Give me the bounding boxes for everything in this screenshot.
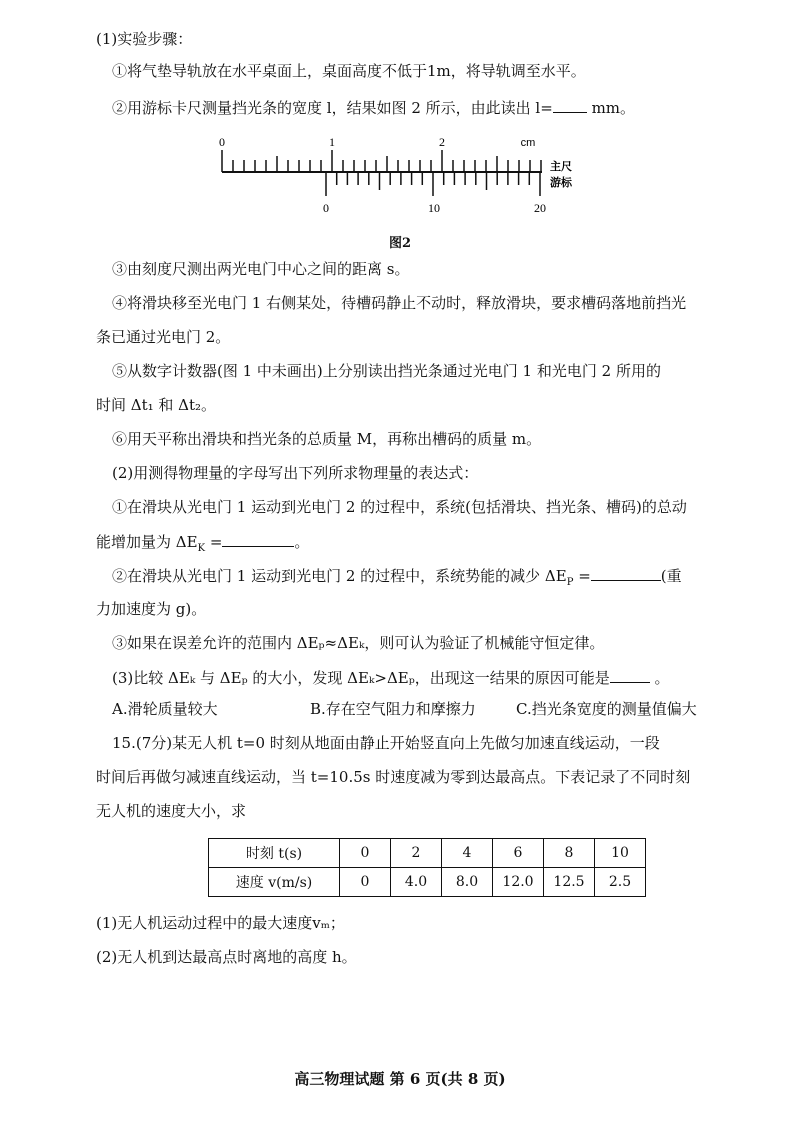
unit-label: cm [520,137,536,149]
q15-part1: (1)无人机运动过程中的最大速度vₘ； [96,914,345,932]
table-cell: 12.0 [493,868,544,897]
main-scale-label: 主尺 [550,160,572,173]
step1-1: ①将气垫导轨放在水平桌面上，桌面高度不低于1m，将导轨调至水平。 [112,62,586,80]
vernier-label-0: 0 [323,201,329,215]
part3-end: 。 [649,669,670,687]
step1-5a: ⑤从数字计数器(图 1 中未画出)上分别读出挡光条通过光电门 1 和光电门 2 所用的 [112,362,661,380]
option-b[interactable]: B.存在空气阻力和摩擦力 [310,700,476,718]
option-c[interactable]: C.挡光条宽度的测量值偏大 [516,700,697,718]
delta-ep-text: ②在滑块从光电门 1 运动到光电门 2 的过程中，系统势能的减少 ΔE [112,567,567,585]
answer-blank-ek[interactable] [222,530,294,547]
row1-header: 时刻 t(s) [209,839,340,868]
q15-line3: 无人机的速度大小，求 [96,802,247,820]
step1-5b: 时间 Δt₁ 和 Δt₂。 [96,396,217,414]
step1-heading: (1)实验步骤： [96,30,193,48]
q15-line2: 时间后再做匀减速直线运动，当 t=10.5s 时速度减为零到达最高点。下表记录了不同时刻 [96,768,691,786]
step1-2-unit: mm。 [586,99,636,117]
option-a[interactable]: A.滑轮质量较大 [112,700,218,718]
table-cell: 8.0 [442,868,493,897]
main-label-1: 1 [329,135,335,149]
table-row [209,868,646,897]
step1-4a: ④将滑块移至光电门 1 右侧某处，待槽码静止不动时，释放滑块，要求槽码落地前挡光 [112,294,687,312]
answer-blank-reason[interactable] [610,666,650,683]
main-label-2: 2 [439,135,445,149]
vernier-caliper-figure [210,128,590,238]
table-cell: 2.5 [595,868,646,897]
table-cell: 4.0 [391,868,442,897]
table-cell: 0 [340,868,391,897]
part2-heading: (2)用测得物理量的字母写出下列所求物理量的表达式： [112,464,479,482]
q15-part2: (2)无人机到达最高点时离地的高度 h。 [96,948,357,966]
page-footer: 高三物理试题 第 6 页(共 8 页) [294,1070,506,1088]
gravity-note-start: (重 [660,567,682,585]
velocity-table [208,838,646,897]
vernier-label-20: 20 [534,201,546,215]
q15-line1: 15.(7分)某无人机 t=0 时刻从地面由静止开始竖直向上先做匀加速直线运动，一段 [112,734,660,752]
ep-subscript: P [566,577,574,588]
period: 。 [294,533,310,551]
table-row [209,839,646,868]
step1-6: ⑥用天平称出滑块和挡光条的总质量 M，再称出槽码的质量 m。 [112,430,542,448]
answer-blank-l[interactable] [553,96,587,113]
part2-3: ③如果在误差允许的范围内 ΔEₚ≈ΔEₖ，则可认为验证了机械能守恒定律。 [112,634,605,652]
table-cell: 10 [595,839,646,868]
vernier-label: 游标 [550,176,572,189]
step1-2 [112,96,730,119]
part3-text: (3)比较 ΔEₖ 与 ΔEₚ 的大小，发现 ΔEₖ>ΔEₚ，出现这一结果的原因可能是 [112,669,610,687]
table-cell: 2 [391,839,442,868]
part2-2b: 力加速度为 g)。 [96,600,207,618]
part2-1a: ①在滑块从光电门 1 运动到光电门 2 的过程中，系统(包括滑块、挡光条、槽码)的总动 [112,498,687,516]
row2-header: 速度 v(m/s) [209,868,340,897]
delta-ek-text: 能增加量为 ΔE [96,533,198,551]
step1-4b: 条已通过光电门 2。 [96,328,231,346]
main-label-0: 0 [219,135,225,149]
table-cell: 4 [442,839,493,868]
equals: = [205,533,223,551]
step1-2-text: ②用游标卡尺测量挡光条的宽度 l，结果如图 2 所示，由此读出 l= [112,99,553,117]
vernier-scale [326,172,540,196]
part2-2a [112,564,730,594]
main-scale [222,150,541,172]
figure-caption: 图2 [388,236,412,251]
part2-1b [96,530,730,560]
step1-3: ③由刻度尺测出两光电门中心之间的距离 s。 [112,260,410,278]
table-cell: 8 [544,839,595,868]
table-cell: 6 [493,839,544,868]
ek-subscript: K [197,543,206,554]
table-cell: 0 [340,839,391,868]
table-cell: 12.5 [544,868,595,897]
equals: = [573,567,591,585]
answer-blank-ep[interactable] [591,564,661,581]
part3 [112,666,730,689]
vernier-label-10: 10 [428,201,440,215]
